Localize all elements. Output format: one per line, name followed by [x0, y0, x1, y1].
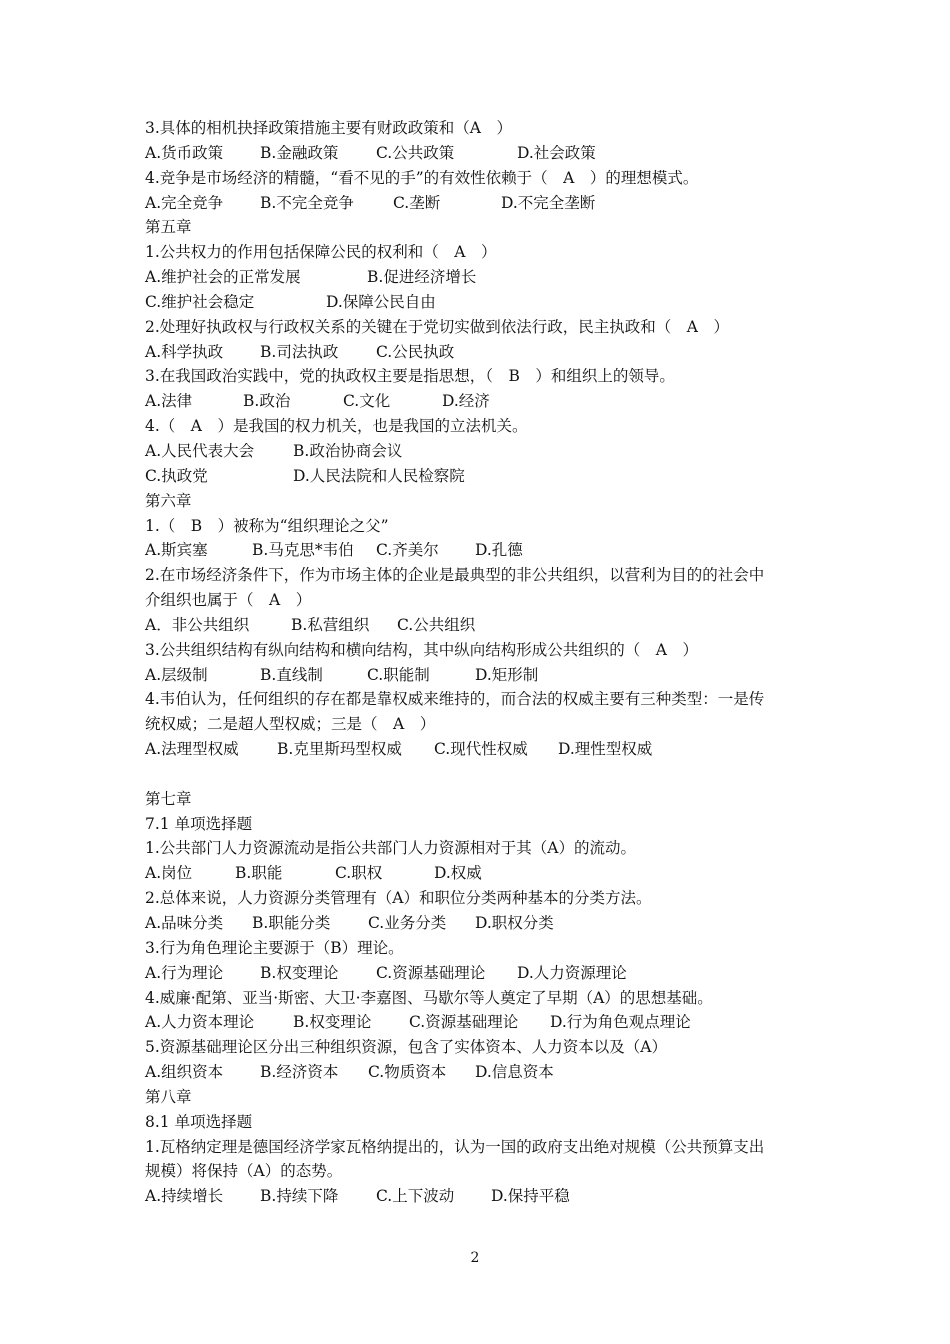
answer-option: C.齐美尔	[376, 541, 439, 560]
answer-option: C.维护社会稳定	[145, 292, 255, 311]
answer-options-row	[145, 464, 815, 489]
answer-option: D.权威	[434, 864, 482, 883]
answer-option: B.金融政策	[260, 143, 339, 162]
answer-options-row	[145, 911, 815, 936]
answer-option: A.完全竞争	[145, 193, 224, 212]
answer-option: C.业务分类	[368, 914, 447, 932]
answer-option: A.法理型权威	[145, 740, 239, 759]
chapter-heading: 第六章	[145, 491, 192, 510]
answer-option: D.信息资本	[475, 1063, 554, 1082]
question-text: 3.在我国政治实践中，党的执政权主要是指思想，（ B ）和组织上的领导。	[145, 367, 675, 386]
document-body	[145, 116, 815, 1209]
answer-option: B.促进经济增长	[367, 268, 477, 287]
chapter-heading: 第七章	[145, 789, 192, 808]
answer-options-row	[145, 191, 815, 216]
question-text: 3.公共组织结构有纵向结构和横向结构，其中纵向结构形成公共组织的（ A ）	[145, 640, 698, 659]
answer-option: D.社会政策	[517, 143, 596, 162]
question-text: 2.在市场经济条件下，作为市场主体的企业是最典型的非公共组织，以营利为目的的社会中	[145, 566, 765, 585]
answer-option: C.公民执政	[376, 342, 455, 361]
answer-option: A.斯宾塞	[145, 541, 208, 560]
answer-options-row	[145, 141, 815, 166]
answer-options-row	[145, 1184, 815, 1209]
answer-option: D.矩形制	[475, 665, 539, 684]
question-text: 2.总体来说，人力资源分类管理有（A）和职位分类两种基本的分类方法。	[145, 889, 652, 908]
question-text: 介组织也属于（ A ）	[145, 591, 312, 610]
answer-option: C.资源基础理论	[409, 1013, 519, 1032]
answer-option: B.私营组织	[291, 615, 370, 634]
chapter-heading: 第五章	[145, 218, 192, 237]
answer-option: D.经济	[442, 392, 490, 411]
answer-options-row	[145, 613, 815, 638]
answer-options-row	[145, 861, 815, 886]
answer-option: A.货币政策	[145, 143, 224, 162]
answer-option: B.职能	[235, 864, 283, 883]
answer-option: D.职权分类	[475, 914, 554, 932]
answer-options-row	[145, 663, 815, 688]
question-text: 1.（ B ）被称为“组织理论之父”	[145, 516, 389, 535]
answer-option: B.司法执政	[260, 342, 339, 361]
answer-option: A.组织资本	[145, 1063, 224, 1082]
answer-option: C.文化	[343, 392, 391, 411]
answer-option: D.行为角色观点理论	[550, 1013, 691, 1032]
answer-option: C.公共政策	[376, 143, 455, 162]
question-text: 7.1 单项选择题	[145, 814, 253, 833]
answer-option: A.科学执政	[145, 342, 224, 361]
answer-options-row	[145, 265, 815, 290]
question-text: 4.竞争是市场经济的精髓，“看不见的手”的有效性依赖于（ A ）的理想模式。	[145, 168, 699, 187]
answer-options-row	[145, 439, 815, 464]
answer-option: C.职权	[335, 864, 383, 883]
question-text: 5.资源基础理论区分出三种组织资源，包含了实体资本、人力资本以及（A）	[145, 1038, 667, 1057]
answer-options-row	[145, 961, 815, 986]
answer-option: B.经济资本	[260, 1063, 339, 1082]
question-text: 4.（ A ）是我国的权力机关，也是我国的立法机关。	[145, 417, 528, 436]
answer-option: C.公共组织	[397, 615, 476, 634]
answer-option: B.权变理论	[260, 963, 339, 982]
answer-options-row	[145, 1010, 815, 1035]
page-number: 2	[470, 1250, 480, 1266]
answer-option: B.克里斯玛型权威	[277, 740, 402, 759]
answer-option: B.持续下降	[260, 1187, 339, 1206]
question-text: 4.韦伯认为，任何组织的存在都是靠权威来维持的，而合法的权威主要有三种类型：一是传	[145, 690, 765, 709]
question-text: 3.行为角色理论主要源于（B）理论。	[145, 938, 404, 957]
question-text: 统权威；二是超人型权威；三是（ A ）	[145, 715, 436, 734]
answer-option: C.职能制	[367, 665, 430, 684]
answer-option: A.岗位	[145, 864, 193, 883]
answer-option: B.政治协商会议	[293, 441, 403, 460]
answer-option: A.层级制	[145, 665, 208, 684]
answer-options-row	[145, 389, 815, 414]
answer-option: B.政治	[243, 392, 291, 411]
chapter-heading: 第八章	[145, 1087, 192, 1106]
answer-option: B.职能分类	[252, 914, 331, 932]
answer-option: C.资源基础理论	[376, 963, 486, 982]
answer-options-row	[145, 538, 815, 563]
answer-option: B.直线制	[260, 665, 323, 684]
answer-option: A．非公共组织	[145, 615, 250, 634]
question-text: 规模）将保持（A）的态势。	[145, 1162, 343, 1181]
answer-option: C.执政党	[145, 466, 208, 485]
answer-option: D.不完全垄断	[501, 193, 596, 212]
question-text: 1.公共部门人力资源流动是指公共部门人力资源相对于其（A）的流动。	[145, 839, 636, 858]
answer-option: A.维护社会的正常发展	[145, 268, 301, 287]
answer-option: B.权变理论	[293, 1013, 372, 1032]
question-text: 4.威廉·配第、亚当·斯密、大卫·李嘉图、马歇尔等人奠定了早期（A）的思想基础。	[145, 988, 713, 1007]
answer-option: B.不完全竞争	[260, 193, 354, 212]
answer-options-row	[145, 290, 815, 315]
answer-option: D.人民法院和人民检察院	[293, 466, 465, 485]
answer-option: A.品味分类	[145, 914, 224, 932]
answer-option: D.人力资源理论	[517, 963, 627, 982]
question-text: 1.公共权力的作用包括保障公民的权利和（ A ）	[145, 243, 497, 262]
answer-option: A.法律	[145, 392, 193, 411]
answer-option: A.人力资本理论	[145, 1013, 255, 1032]
answer-options-row	[145, 1060, 815, 1085]
question-text: 2.处理好执政权与行政权关系的关键在于党切实做到依法行政，民主执政和（ A ）	[145, 317, 729, 336]
answer-options-row	[145, 340, 815, 365]
answer-option: A.人民代表大会	[145, 441, 255, 460]
answer-option: C.物质资本	[368, 1063, 447, 1082]
answer-option: D.保持平稳	[491, 1187, 570, 1206]
blank-line	[145, 762, 815, 787]
answer-option: D.孔德	[475, 541, 523, 560]
answer-options-row	[145, 737, 815, 762]
answer-option: D.理性型权威	[558, 740, 653, 759]
question-text: 1.瓦格纳定理是德国经济学家瓦格纳提出的，认为一国的政府支出绝对规模（公共预算支出	[145, 1137, 765, 1156]
answer-option: C.垄断	[393, 193, 441, 212]
answer-option: D.保障公民自由	[326, 292, 436, 311]
answer-option: C.上下波动	[376, 1187, 455, 1206]
answer-option: A.持续增长	[145, 1187, 224, 1206]
answer-option: B.马克思*韦伯	[252, 541, 354, 560]
answer-option: C.现代性权威	[434, 740, 528, 759]
question-text: 8.1 单项选择题	[145, 1112, 253, 1131]
question-text: 3.具体的相机抉择政策措施主要有财政政策和（A ）	[145, 119, 512, 137]
answer-option: A.行为理论	[145, 963, 224, 982]
